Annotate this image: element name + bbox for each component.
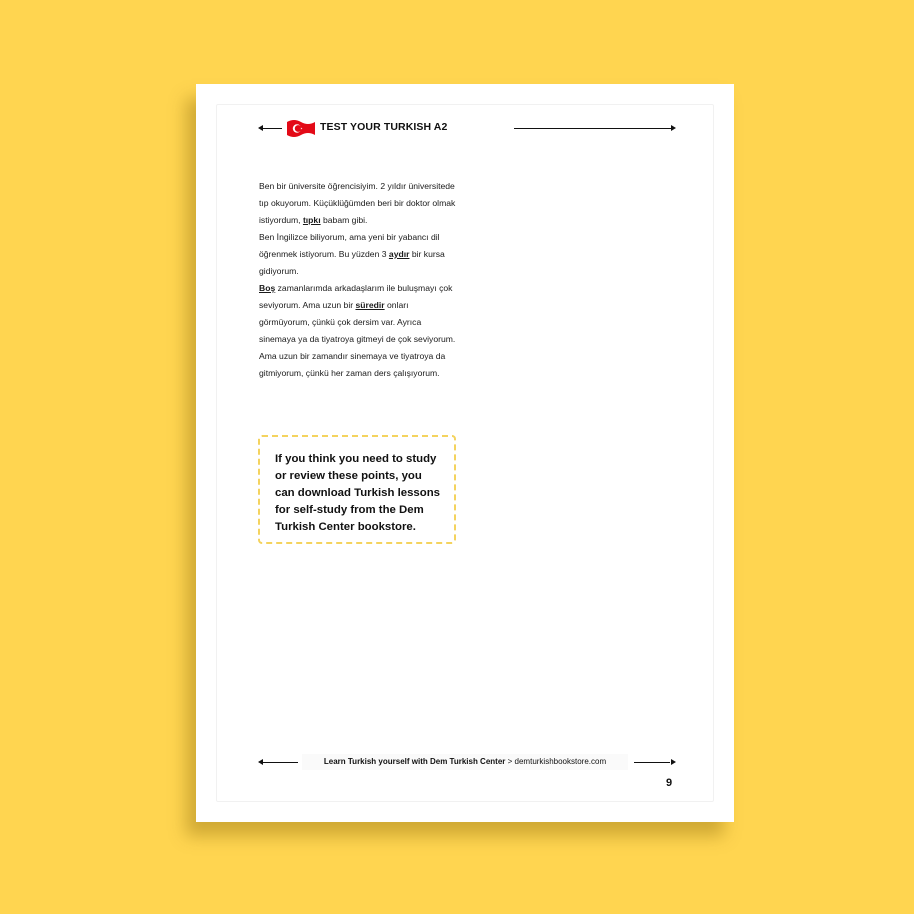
- vocab-word-suredir: süredir: [355, 300, 385, 310]
- arrow-right-icon: [671, 759, 676, 765]
- footer-text: [302, 754, 628, 770]
- footer-separator: >: [505, 757, 515, 766]
- vocab-word-tipki: tıpkı: [302, 215, 321, 225]
- page-title: TEST YOUR TURKISH A2: [320, 121, 448, 133]
- document-page: [196, 84, 734, 822]
- turkish-flag-icon: [286, 118, 316, 138]
- footer-label: Learn Turkish yourself with Dem Turkish Center: [323, 757, 506, 766]
- vocab-word-aydir: aydır: [388, 249, 410, 259]
- page-number: 9: [666, 777, 673, 789]
- page-header: [258, 118, 676, 138]
- footer-url[interactable]: demturkishbookstore.com: [514, 757, 607, 766]
- paragraph-2: Ben İngilizce biliyorum, ama yeni bir yabancı dil öğrenmek istiyorum. Bu yüzden 3 aydır bir kursa gidiyorum.: [259, 232, 445, 276]
- arrow-right-icon: [671, 125, 676, 131]
- footer-rule-left: [262, 762, 298, 763]
- page-footer: [258, 752, 676, 772]
- paragraph-3: Boş zamanlarımda arkadaşlarım ile buluşmayı çok seviyorum. Ama uzun bir süredir onları görmüyorum, çünkü çok dersim var. Ayrıca sinemaya ya da tiyatroya gitmeyi de çok seviyorum. Ama uzun bir zamandır sinemaya ve tiyatroya da gitmiyorum, çünkü her zaman ders çalışıyorum.: [259, 283, 456, 378]
- header-rule-right: [514, 128, 674, 129]
- header-rule-left: [262, 128, 282, 129]
- reading-passage: [259, 178, 459, 382]
- vocab-word-bos: Boş: [259, 283, 276, 293]
- footer-rule-right: [634, 762, 670, 763]
- paragraph-1: Ben bir üniversite öğrencisiyim. 2 yıldır üniversitede tıp okuyorum. Küçüklüğümden beri bir doktor olmak istiyordum, tıpkı babam gibi.: [259, 181, 456, 225]
- study-callout-box: If you think you need to study or review these points, you can download Turkish lessons for self-study from the Dem Turkish Center bookstore.: [258, 435, 456, 544]
